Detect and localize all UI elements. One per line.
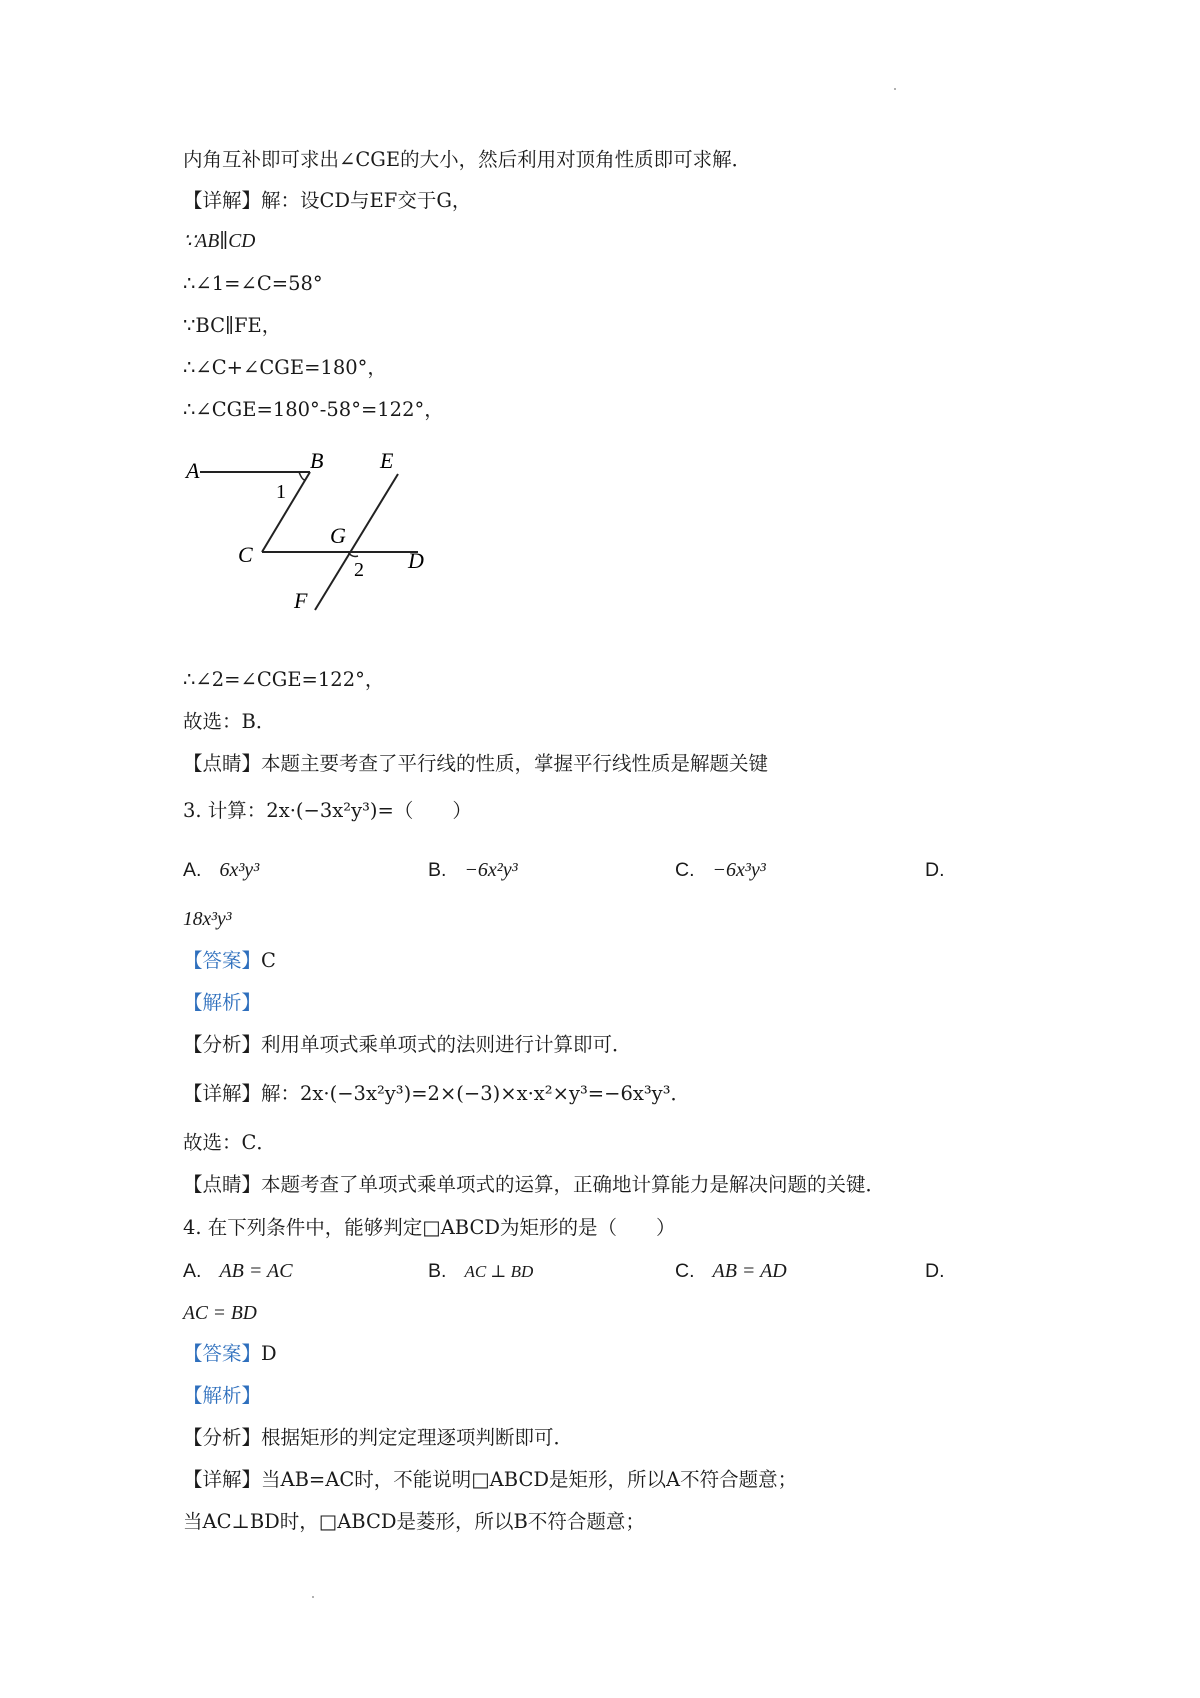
figure-label-b: B — [310, 448, 324, 473]
text-line: ∵BC∥FE， — [183, 314, 282, 337]
option-text: AB = AC — [219, 1260, 293, 1282]
option-letter: C. — [675, 1260, 695, 1282]
figure-label-f: F — [294, 588, 308, 613]
q4-xiangjie-1: 【详解】当AB=AC时，不能说明□ABCD是矩形，所以A不符合题意； — [183, 1468, 798, 1491]
answer-value: D — [261, 1342, 277, 1365]
answer-tag: 【答案】 — [183, 949, 262, 972]
page-mark — [312, 1596, 314, 1598]
q3-option-c — [675, 857, 766, 883]
option-letter: D. — [925, 859, 945, 881]
geometry-figure — [180, 440, 440, 620]
answer-tag: 【答案】 — [183, 1342, 262, 1365]
q4-option-c — [675, 1258, 787, 1284]
q4-option-a — [183, 1258, 293, 1284]
figure-label-1: 1 — [276, 481, 286, 503]
option-text: −6x²y³ — [464, 859, 518, 881]
q4-option-d-text: AC = BD — [183, 1303, 257, 1324]
option-text: 6x³y³ — [219, 859, 260, 881]
q3-option-b — [428, 857, 518, 883]
text-line: 【点睛】本题主要考查了平行线的性质，掌握平行线性质是解题关键 — [183, 752, 769, 775]
q3-option-d-text: 18x³y³ — [183, 909, 232, 930]
q4-option-d — [925, 1258, 963, 1284]
option-text: AC ⊥ BD — [464, 1262, 534, 1281]
q4-answer — [183, 1341, 277, 1367]
option-letter: B. — [428, 859, 447, 881]
text-line: 【详解】解：设CD与EF交于G， — [183, 189, 472, 212]
text-line: ∴∠2=∠CGE=122°， — [183, 668, 385, 691]
q4-xiangjie-2: 当AC⊥BD时，□ABCD是菱形，所以B不符合题意； — [183, 1510, 645, 1533]
q3-answer — [183, 948, 276, 974]
figure-label-g: G — [330, 523, 346, 548]
figure-label-2: 2 — [354, 559, 364, 581]
q4-option-b — [428, 1258, 533, 1285]
answer-value: C — [261, 949, 276, 972]
option-letter: C. — [675, 859, 695, 881]
q3-dianjing: 【点睛】本题考查了单项式乘单项式的运算，正确地计算能力是解决问题的关键． — [183, 1173, 886, 1196]
text-line: ∵AB∥CD — [183, 231, 256, 252]
figure-label-e: E — [380, 448, 394, 473]
text-line: 故选：B． — [183, 710, 276, 733]
q4-fenxi: 【分析】根据矩形的判定定理逐项判断即可． — [183, 1426, 574, 1449]
option-letter: A. — [183, 859, 202, 881]
q3-analysis-tag: 【解析】 — [183, 991, 262, 1014]
q3-option-d — [925, 857, 963, 883]
option-text: AB = AD — [712, 1260, 787, 1282]
option-text: −6x³y³ — [712, 859, 766, 881]
q3-option-a — [183, 857, 259, 883]
text-line: ∴∠C+∠CGE=180°， — [183, 356, 387, 379]
q3-fenxi: 【分析】利用单项式乘单项式的法则进行计算即可． — [183, 1033, 632, 1056]
text-line: ∴∠CGE=180°-58°=122°， — [183, 398, 444, 421]
page-mark — [894, 88, 896, 90]
figure-label-a: A — [186, 458, 200, 483]
text-line: 内角互补即可求出∠CGE的大小，然后利用对顶角性质即可求解． — [183, 148, 752, 171]
question-4-stem: 4. 在下列条件中，能够判定□ABCD为矩形的是（ ） — [183, 1216, 676, 1239]
figure-label-d: D — [408, 548, 424, 573]
question-3-stem: 3. 计算：2x·(−3x²y³)=（ ） — [183, 799, 472, 822]
option-letter: A. — [183, 1260, 202, 1282]
figure-label-c: C — [238, 542, 253, 567]
option-letter: D. — [925, 1260, 945, 1282]
text-line: ∴∠1=∠C=58° — [183, 272, 323, 295]
option-letter: B. — [428, 1260, 447, 1282]
q3-guxuan: 故选：C． — [183, 1131, 276, 1154]
q3-xiangjie: 【详解】解：2x·(−3x²y³)=2×(−3)×x·x²×y³=−6x³y³． — [183, 1082, 691, 1105]
q4-analysis-tag: 【解析】 — [183, 1384, 262, 1407]
